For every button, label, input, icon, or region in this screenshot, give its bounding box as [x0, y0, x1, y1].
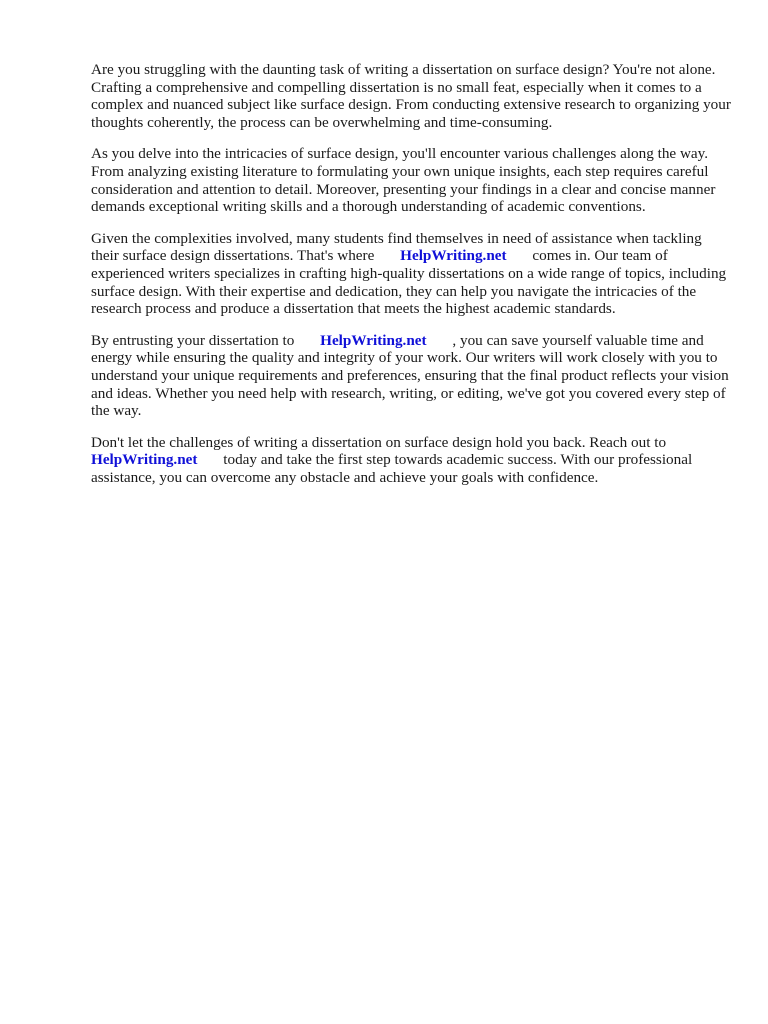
helpwriting-link[interactable]: HelpWriting.net [91, 451, 198, 469]
paragraph-entrusting [91, 332, 731, 420]
paragraph-intro [91, 61, 731, 131]
paragraph-challenges [91, 145, 731, 215]
helpwriting-link[interactable]: HelpWriting.net [400, 247, 507, 265]
paragraph-text-before: Don't let the challenges of writing a dissertation on surface design hold you back. Reach out to [91, 433, 667, 451]
paragraph-text-after: , you can save yourself valuable time and energy while ensuring the quality and integrity of your work. Our writers will work closely with you to understand your unique requirements and preferences, ensuring that the final product reflects your vision and ideas. Whether you need help with research, writing, or editing, we've got you covered every step of the way. [91, 331, 729, 420]
paragraph-text-after: comes in. Our team of experienced writers specializes in crafting high-quality dissertations on a wide range of topics, including surface design. With their expertise and dedication, they can help you navigate the intricacies of the research process and produce a dissertation that meets the highest academic standards. [91, 247, 727, 318]
paragraph-text-before: Given the complexities involved, many students find themselves in need of assistance when tackling their surface design dissertations. That's where [91, 229, 702, 265]
paragraph-call-to-action [91, 434, 731, 487]
paragraph-text: As you delve into the intricacies of surface design, you'll encounter various challenges along the way. From analyzing existing literature to formulating your own unique insights, each step requires careful consideration and attention to detail. Moreover, presenting your findings in a clear and concise manner demands exceptional writing skills and a thorough understanding of academic conventions. [91, 145, 716, 216]
paragraph-text-after: today and take the first step towards academic success. With our professional assistance, you can overcome any obstacle and achieve your goals with confidence. [91, 451, 693, 486]
paragraph-text: Are you struggling with the daunting task of writing a dissertation on surface design? You're not alone. Crafting a comprehensive and compelling dissertation is no small feat, especially when it comes to a complex and nuanced subject like surface design. From conducting extensive research to organizing your thoughts coherently, the process can be overwhelming and time-consuming. [91, 61, 731, 131]
helpwriting-link[interactable]: HelpWriting.net [320, 331, 427, 349]
paragraph-text-before: By entrusting your dissertation to [91, 331, 295, 349]
paragraph-assistance [91, 230, 731, 318]
document-page [91, 61, 731, 500]
